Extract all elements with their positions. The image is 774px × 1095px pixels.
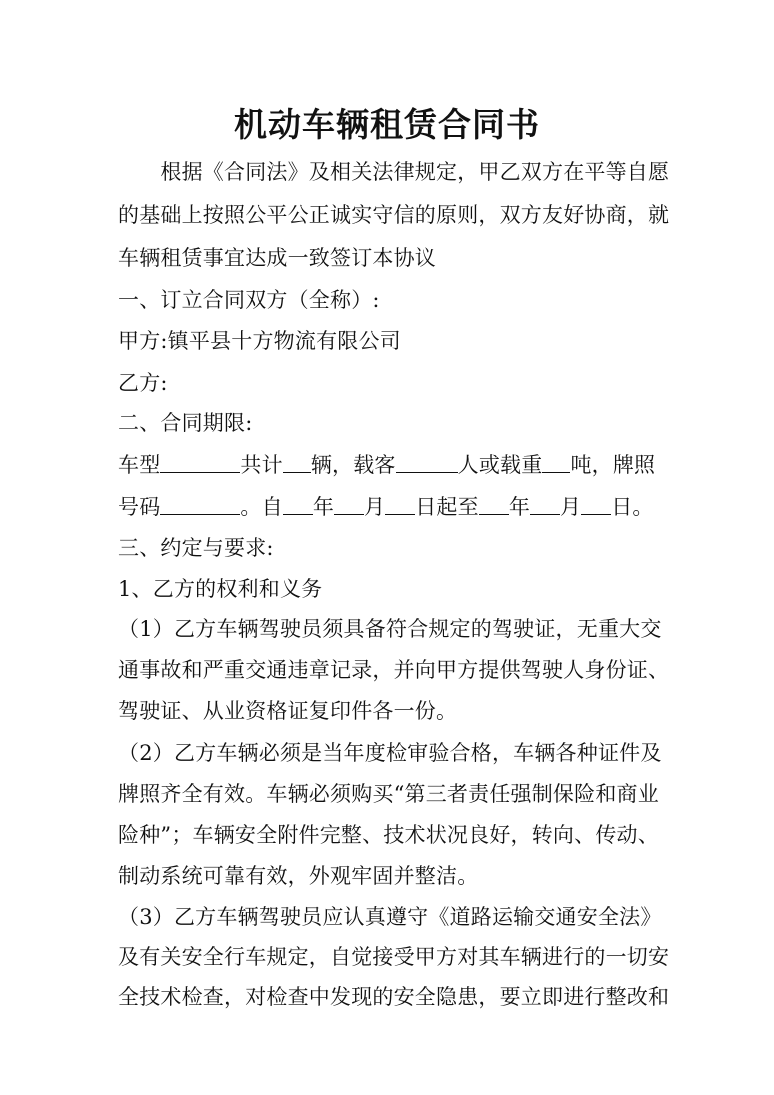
plate-label: 吨，牌照 — [570, 453, 656, 477]
start-year-label: 年 — [312, 495, 335, 519]
item-1-line-2: 通事故和严重交通违章记录，并向甲方提供驾驶人身份证、 — [118, 658, 670, 682]
start-month-label: 月 — [364, 495, 386, 519]
vehicle-count-label: 共计 — [240, 453, 283, 477]
passenger-blank[interactable] — [396, 452, 458, 473]
start-year-blank[interactable] — [283, 494, 313, 515]
subsection-1-heading: 1、乙方的权利和义务 — [118, 577, 323, 601]
end-year-label: 年 — [508, 495, 531, 519]
term-dates-line — [118, 493, 654, 521]
intro-line-3: 车辆租赁事宜达成一致签订本协议 — [118, 246, 436, 270]
intro-line-2: 的基础上按照公平公正诚实守信的原则，双方友好协商，就 — [118, 203, 670, 227]
item-3-line-1: （3）乙方车辆驾驶员应认真遵守《道路运输交通安全法》 — [118, 905, 662, 929]
end-year-blank[interactable] — [479, 494, 509, 515]
end-day-label: 日。 — [611, 495, 654, 519]
party-b-line: 乙方: — [118, 371, 168, 395]
item-2-line-4: 制动系统可靠有效，外观牢固并整洁。 — [118, 864, 479, 888]
section-2-heading: 二、合同期限: — [118, 411, 253, 435]
item-2-line-1: （2）乙方车辆必须是当年度检审验合格，车辆各种证件及 — [118, 741, 662, 765]
load-label: 人或载重 — [457, 453, 543, 477]
item-2-line-2: 牌照齐全有效。车辆必须购买“第三者责任强制保险和商业 — [118, 782, 659, 806]
item-3-line-3: 全技术检查，对检查中发现的安全隐患，要立即进行整改和 — [118, 985, 670, 1009]
start-day-blank[interactable] — [385, 494, 415, 515]
party-a-line: 甲方:镇平县十方物流有限公司 — [118, 329, 401, 353]
plate-number-blank[interactable] — [160, 494, 240, 515]
end-month-blank[interactable] — [530, 494, 560, 515]
vehicle-count-blank[interactable] — [283, 452, 311, 473]
document-title: 机动车辆租赁合同书 — [234, 105, 540, 144]
end-day-blank[interactable] — [581, 494, 611, 515]
item-1-line-3: 驾驶证、从业资格证复印件各一份。 — [118, 699, 458, 723]
item-1-line-1: （1）乙方车辆驾驶员须具备符合规定的驾驶证，无重大交 — [118, 617, 662, 641]
section-3-heading: 三、约定与要求: — [118, 536, 274, 560]
section-1-heading: 一、订立合同双方（全称）: — [118, 288, 380, 312]
start-month-blank[interactable] — [334, 494, 364, 515]
vehicle-info-line — [118, 451, 655, 479]
item-2-line-3: 险种”；车辆安全附件完整、技术状况良好，转向、传动、 — [118, 823, 659, 847]
intro-line-1: 根据《合同法》及相关法律规定，甲乙双方在平等自愿 — [118, 160, 670, 184]
to-label: 日起至 — [415, 495, 479, 519]
plate-number-label: 号码 — [118, 495, 161, 519]
vehicle-type-label: 车型 — [118, 453, 161, 477]
from-label: 。自 — [240, 495, 283, 519]
item-3-line-2: 及有关安全行车规定，自觉接受甲方对其车辆进行的一切安 — [118, 945, 670, 969]
end-month-label: 月 — [560, 495, 582, 519]
load-blank[interactable] — [542, 452, 570, 473]
passenger-label: 辆，载客 — [310, 453, 396, 477]
vehicle-type-blank[interactable] — [160, 452, 240, 473]
